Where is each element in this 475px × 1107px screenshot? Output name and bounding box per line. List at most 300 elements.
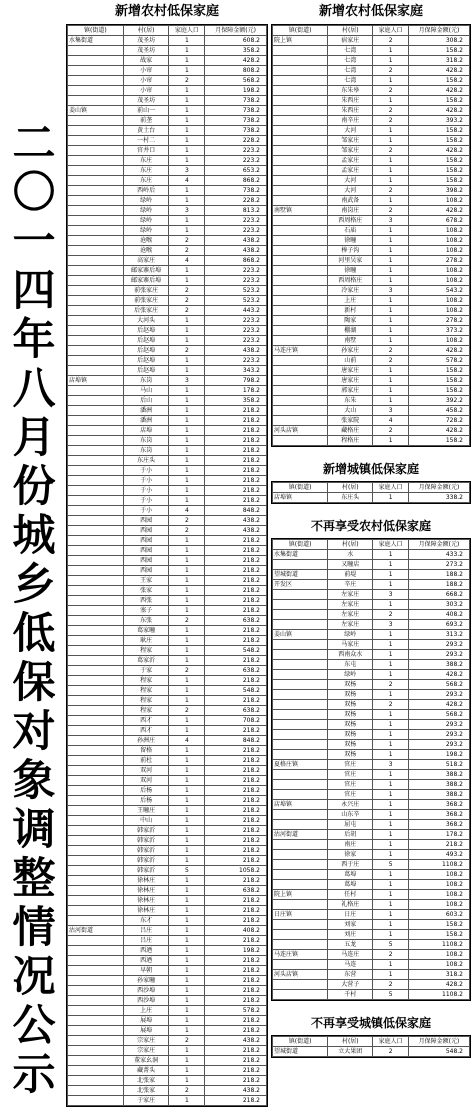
column-header: 村(居) — [328, 483, 373, 493]
town-cell: 夏格庄镇 — [273, 760, 328, 770]
table-row — [273, 990, 470, 1000]
household-size-cell: 1 — [169, 1046, 205, 1056]
village-cell: 沧喉 — [123, 246, 169, 256]
town-cell — [273, 740, 328, 750]
monthly-amount-cell: 428.2 — [205, 56, 267, 66]
table-row — [68, 186, 267, 196]
table-header-row — [273, 1037, 470, 1047]
household-size-cell: 1 — [169, 726, 205, 736]
monthly-amount-cell: 218.2 — [205, 786, 267, 796]
table-row — [68, 306, 267, 316]
table-row — [68, 456, 267, 466]
monthly-amount-cell: 848.2 — [205, 736, 267, 746]
household-size-cell: 4 — [169, 176, 205, 186]
town-cell — [68, 436, 124, 446]
table-row — [273, 146, 470, 156]
town-cell — [273, 176, 328, 186]
town-cell: 沽河街道 — [68, 926, 124, 936]
town-cell — [68, 826, 124, 836]
household-size-cell: 1 — [169, 216, 205, 226]
monthly-amount-cell: 218.2 — [205, 976, 267, 986]
monthly-amount-cell: 568.2 — [205, 76, 267, 86]
table-row — [273, 136, 470, 146]
monthly-amount-cell: 218.2 — [205, 1016, 267, 1026]
town-cell — [273, 186, 328, 196]
table-row — [273, 116, 470, 126]
town-cell: 院上镇 — [273, 890, 328, 900]
village-cell: 南岗庄 — [328, 206, 373, 216]
table-row — [273, 126, 470, 136]
household-size-cell: 1 — [373, 930, 408, 940]
village-cell: 前杜 — [123, 756, 169, 766]
village-cell: 双河 — [123, 776, 169, 786]
household-size-cell: 1 — [169, 156, 205, 166]
monthly-amount-cell: 218.2 — [205, 896, 267, 906]
monthly-amount-cell: 548.2 — [205, 646, 267, 656]
household-size-cell: 1 — [169, 36, 205, 46]
table-row — [273, 640, 470, 650]
village-cell: 七湾 — [328, 76, 373, 86]
town-cell — [273, 670, 328, 680]
village-cell: 西园 — [123, 566, 169, 576]
column-header: 家庭人口 — [373, 483, 408, 493]
town-cell — [273, 216, 328, 226]
title-char: 份 — [12, 462, 56, 512]
household-size-cell: 1 — [373, 630, 408, 640]
monthly-amount-cell: 223.2 — [205, 316, 267, 326]
town-cell — [273, 990, 328, 1000]
table-header-row — [273, 26, 470, 36]
table-row — [68, 326, 267, 336]
table-row — [68, 116, 267, 126]
monthly-amount-cell: 278.2 — [408, 256, 469, 266]
household-size-cell: 1 — [169, 906, 205, 916]
village-cell: 于家 — [123, 666, 169, 676]
town-cell — [273, 600, 328, 610]
town-cell — [68, 586, 124, 596]
monthly-amount-cell: 438.2 — [205, 516, 267, 526]
household-size-cell: 2 — [169, 346, 205, 356]
town-cell — [68, 46, 124, 56]
table-row — [273, 600, 470, 610]
table-row — [68, 846, 267, 856]
household-size-cell: 1 — [373, 436, 408, 446]
monthly-amount-cell: 738.2 — [205, 116, 267, 126]
village-cell: 前山一 — [123, 106, 169, 116]
table-row — [68, 386, 267, 396]
monthly-amount-cell: 218.2 — [205, 1026, 267, 1036]
village-cell: 后张家庄 — [123, 306, 169, 316]
household-size-cell: 2 — [373, 356, 408, 366]
town-cell — [68, 96, 124, 106]
table-row — [68, 346, 267, 356]
table-row — [68, 416, 267, 426]
table-row — [68, 686, 267, 696]
town-cell — [68, 756, 124, 766]
monthly-amount-cell: 543.2 — [408, 286, 469, 296]
town-cell — [68, 556, 124, 566]
village-cell: 北张家 — [123, 1076, 169, 1086]
monthly-amount-cell: 218.2 — [205, 1066, 267, 1076]
monthly-amount-cell: 273.2 — [408, 560, 469, 570]
table-row — [68, 506, 267, 516]
title-char: 乡 — [12, 560, 56, 610]
data-table — [272, 482, 470, 503]
town-cell — [68, 546, 124, 556]
table-row — [68, 616, 267, 626]
monthly-amount-cell: 218.2 — [205, 626, 267, 636]
table-header-row — [273, 540, 470, 550]
household-size-cell: 1 — [373, 560, 408, 570]
household-size-cell: 2 — [373, 1047, 408, 1057]
monthly-amount-cell: 358.2 — [205, 396, 267, 406]
household-size-cell: 1 — [373, 226, 408, 236]
household-size-cell: 1 — [373, 46, 408, 56]
table-row — [68, 296, 267, 306]
village-cell: 千村 — [328, 990, 373, 1000]
table-row — [273, 46, 470, 56]
village-cell: 绿岭 — [123, 216, 169, 226]
town-cell — [68, 526, 124, 536]
table-row — [68, 786, 267, 796]
town-cell — [273, 850, 328, 860]
household-size-cell: 1 — [169, 56, 205, 66]
village-cell: 大河 — [328, 176, 373, 186]
household-size-cell: 1 — [169, 456, 205, 466]
village-cell: 东朱 — [328, 396, 373, 406]
table-row — [68, 1046, 267, 1056]
table-row — [273, 550, 470, 560]
village-cell: 茂圣坊 — [123, 36, 169, 46]
household-size-cell: 2 — [373, 66, 408, 76]
monthly-amount-cell: 438.2 — [205, 526, 267, 536]
town-cell — [273, 930, 328, 940]
monthly-amount-cell: 198.2 — [205, 946, 267, 956]
household-size-cell: 1 — [169, 66, 205, 76]
household-size-cell: 2 — [373, 610, 408, 620]
town-cell — [68, 486, 124, 496]
town-cell — [273, 610, 328, 620]
household-size-cell: 1 — [169, 276, 205, 286]
household-size-cell: 1 — [169, 136, 205, 146]
village-cell: 马连 — [328, 960, 373, 970]
town-cell — [68, 1086, 124, 1096]
household-size-cell: 1 — [169, 106, 205, 116]
table-row — [68, 1016, 267, 1026]
village-cell: 左家庄 — [328, 620, 373, 630]
table-row — [273, 186, 470, 196]
town-cell — [68, 696, 124, 706]
village-cell: 一村二 — [123, 136, 169, 146]
village-cell: 西迺 — [123, 946, 169, 956]
village-cell: 水 — [328, 550, 373, 560]
table-row — [68, 946, 267, 956]
village-cell: 上庄 — [123, 1006, 169, 1016]
table-row — [68, 866, 267, 876]
data-table — [67, 25, 267, 1106]
table-row — [273, 900, 470, 910]
town-cell — [68, 266, 124, 276]
town-cell — [273, 396, 328, 406]
village-cell: 前堤 — [328, 570, 373, 580]
household-size-cell: 1 — [169, 146, 205, 156]
town-cell — [68, 116, 124, 126]
household-size-cell: 1 — [373, 750, 408, 760]
town-cell — [68, 776, 124, 786]
household-size-cell: 1 — [169, 576, 205, 586]
monthly-amount-cell: 568.2 — [408, 710, 469, 720]
household-size-cell: 1 — [373, 780, 408, 790]
table-row — [273, 860, 470, 870]
village-cell: 绿岭 — [328, 630, 373, 640]
table-row — [68, 496, 267, 506]
household-size-cell: 1 — [169, 746, 205, 756]
title-char: 二 — [12, 119, 56, 169]
village-cell: 礼格庄 — [328, 900, 373, 910]
monthly-amount-cell: 218.2 — [205, 576, 267, 586]
household-size-cell: 1 — [169, 786, 205, 796]
village-cell: 藏格庄 — [328, 426, 373, 436]
monthly-amount-cell: 868.2 — [205, 256, 267, 266]
table-row — [68, 926, 267, 936]
monthly-amount-cell: 223.2 — [205, 156, 267, 166]
household-size-cell: 4 — [373, 416, 408, 426]
table-row — [68, 1006, 267, 1016]
monthly-amount-cell: 218.2 — [205, 826, 267, 836]
village-cell: 又疃店 — [328, 560, 373, 570]
household-size-cell: 5 — [373, 940, 408, 950]
village-cell: 南武备 — [328, 196, 373, 206]
village-cell: 大河 — [328, 186, 373, 196]
town-cell — [68, 336, 124, 346]
monthly-amount-cell: 218.2 — [205, 906, 267, 916]
monthly-amount-cell: 338.2 — [408, 493, 469, 503]
monthly-amount-cell: 218.2 — [205, 986, 267, 996]
monthly-amount-cell: 738.2 — [205, 186, 267, 196]
monthly-amount-cell: 293.2 — [408, 650, 469, 660]
monthly-amount-cell: 218.2 — [205, 446, 267, 456]
town-cell — [273, 780, 328, 790]
town-cell — [68, 956, 124, 966]
household-size-cell: 1 — [373, 810, 408, 820]
household-size-cell: 1 — [373, 336, 408, 346]
table-row — [273, 850, 470, 860]
village-cell: 于小 — [123, 476, 169, 486]
town-cell — [68, 146, 124, 156]
monthly-amount-cell: 388.2 — [408, 660, 469, 670]
household-size-cell: 1 — [169, 636, 205, 646]
village-cell: 棚湖 — [328, 326, 373, 336]
village-cell: 双杨 — [328, 740, 373, 750]
village-cell: 朱西庄 — [328, 106, 373, 116]
table-row — [273, 286, 470, 296]
table-row — [68, 916, 267, 926]
town-cell — [68, 156, 124, 166]
table-row — [68, 566, 267, 576]
table-row — [273, 590, 470, 600]
table-row — [273, 96, 470, 106]
monthly-amount-cell: 158.2 — [408, 176, 469, 186]
town-cell — [273, 326, 328, 336]
household-size-cell: 1 — [169, 116, 205, 126]
town-cell — [68, 186, 124, 196]
household-size-cell: 1 — [169, 896, 205, 906]
village-cell: 双杨 — [328, 700, 373, 710]
table-row — [68, 226, 267, 236]
village-cell: 西沙埠 — [123, 996, 169, 1006]
monthly-amount-cell: 443.2 — [205, 306, 267, 316]
household-size-cell: 1 — [373, 690, 408, 700]
village-cell: 徐家 — [328, 850, 373, 860]
town-cell — [68, 56, 124, 66]
village-cell: 山前 — [328, 356, 373, 366]
household-size-cell: 1 — [169, 226, 205, 236]
village-cell: 双杨 — [328, 720, 373, 730]
village-cell: 葛埠 — [328, 880, 373, 890]
town-cell — [273, 590, 328, 600]
table-row — [68, 886, 267, 896]
town-cell — [68, 576, 124, 586]
column-header: 月保障金额(元) — [408, 26, 469, 36]
monthly-amount-cell: 158.2 — [408, 126, 469, 136]
town-cell — [68, 406, 124, 416]
town-cell — [68, 286, 124, 296]
village-cell: 于小 — [123, 506, 169, 516]
monthly-amount-cell: 293.2 — [408, 720, 469, 730]
village-cell: 冷家庄 — [328, 286, 373, 296]
town-cell — [68, 596, 124, 606]
monthly-amount-cell: 738.2 — [205, 96, 267, 106]
household-size-cell: 2 — [373, 36, 408, 46]
household-size-cell: 1 — [373, 640, 408, 650]
town-cell: 水集街道 — [273, 550, 328, 560]
table-row — [273, 346, 470, 356]
monthly-amount-cell: 218.2 — [205, 546, 267, 556]
table-row — [273, 580, 470, 590]
household-size-cell: 1 — [169, 446, 205, 456]
village-cell: 宗家庄 — [123, 1036, 169, 1046]
village-cell: 东朱皋 — [328, 86, 373, 96]
town-cell — [68, 996, 124, 1006]
village-cell: 后赵埠 — [123, 336, 169, 346]
household-size-cell: 1 — [169, 556, 205, 566]
table-row — [68, 46, 267, 56]
village-cell: 潘洲 — [123, 406, 169, 416]
column-header: 村(居) — [328, 1037, 373, 1047]
household-size-cell: 1 — [169, 756, 205, 766]
monthly-amount-cell: 438.2 — [205, 346, 267, 356]
town-cell — [273, 166, 328, 176]
monthly-amount-cell: 218.2 — [205, 996, 267, 1006]
monthly-amount-cell: 523.2 — [205, 286, 267, 296]
table-row — [68, 466, 267, 476]
town-cell — [273, 750, 328, 760]
monthly-amount-cell: 218.2 — [205, 836, 267, 846]
monthly-amount-cell: 218.2 — [205, 636, 267, 646]
monthly-amount-cell: 578.2 — [408, 356, 469, 366]
town-cell — [68, 226, 124, 236]
household-size-cell: 1 — [373, 96, 408, 106]
section-title: 新增农村低保家庭 — [114, 4, 219, 19]
table-row — [68, 366, 267, 376]
household-size-cell: 2 — [169, 1086, 205, 1096]
town-cell — [273, 406, 328, 416]
town-cell — [68, 126, 124, 136]
household-size-cell: 1 — [169, 1076, 205, 1086]
household-size-cell: 1 — [169, 986, 205, 996]
town-cell — [68, 976, 124, 986]
village-cell: 马山 — [123, 386, 169, 396]
household-size-cell: 4 — [169, 506, 205, 516]
household-size-cell: 2 — [373, 106, 408, 116]
town-cell — [68, 236, 124, 246]
table-row — [273, 800, 470, 810]
table-row — [273, 840, 470, 850]
table-row — [68, 96, 267, 106]
town-cell — [273, 710, 328, 720]
village-cell: 孙家庄 — [328, 346, 373, 356]
household-size-cell: 2 — [169, 526, 205, 536]
town-cell: 院上镇 — [273, 36, 328, 46]
town-cell — [68, 386, 124, 396]
village-cell: 潘洲 — [123, 416, 169, 426]
monthly-amount-cell: 158.2 — [408, 366, 469, 376]
town-cell — [273, 920, 328, 930]
village-cell: 于小 — [123, 496, 169, 506]
household-size-cell: 1 — [373, 276, 408, 286]
table-row — [68, 436, 267, 446]
monthly-amount-cell: 293.2 — [408, 740, 469, 750]
town-cell — [68, 916, 124, 926]
town-cell — [273, 386, 328, 396]
village-cell: 邹家庄 — [328, 136, 373, 146]
village-cell: 葛家疃 — [123, 626, 169, 636]
monthly-amount-cell: 158.2 — [408, 46, 469, 56]
table-row — [68, 236, 267, 246]
monthly-amount-cell: 108.2 — [408, 196, 469, 206]
household-size-cell: 2 — [169, 1036, 205, 1046]
household-size-cell: 1 — [373, 376, 408, 386]
table-row — [273, 376, 470, 386]
monthly-amount-cell: 223.2 — [205, 216, 267, 226]
household-size-cell: 1 — [373, 800, 408, 810]
monthly-amount-cell: 223.2 — [205, 326, 267, 336]
village-cell: 后杨 — [123, 786, 169, 796]
household-size-cell: 3 — [169, 376, 205, 386]
village-cell: 后赵埠 — [123, 326, 169, 336]
village-cell: 徐林庄 — [123, 896, 169, 906]
table-row — [68, 376, 267, 386]
village-cell: 南墅 — [328, 336, 373, 346]
table-row — [273, 176, 470, 186]
village-cell: 东才 — [123, 916, 169, 926]
monthly-amount-cell: 293.2 — [408, 640, 469, 650]
monthly-amount-cell: 393.2 — [408, 116, 469, 126]
monthly-amount-cell: 158.2 — [408, 920, 469, 930]
monthly-amount-cell: 218.2 — [205, 776, 267, 786]
household-size-cell: 1 — [373, 870, 408, 880]
table-row — [68, 676, 267, 686]
town-cell — [273, 76, 328, 86]
household-size-cell: 1 — [169, 536, 205, 546]
table-row — [273, 316, 470, 326]
village-cell: 后胡 — [328, 830, 373, 840]
village-cell: 于小 — [123, 486, 169, 496]
household-size-cell: 1 — [169, 586, 205, 596]
household-size-cell: 1 — [169, 656, 205, 666]
monthly-amount-cell: 218.2 — [205, 936, 267, 946]
household-size-cell: 1 — [373, 316, 408, 326]
